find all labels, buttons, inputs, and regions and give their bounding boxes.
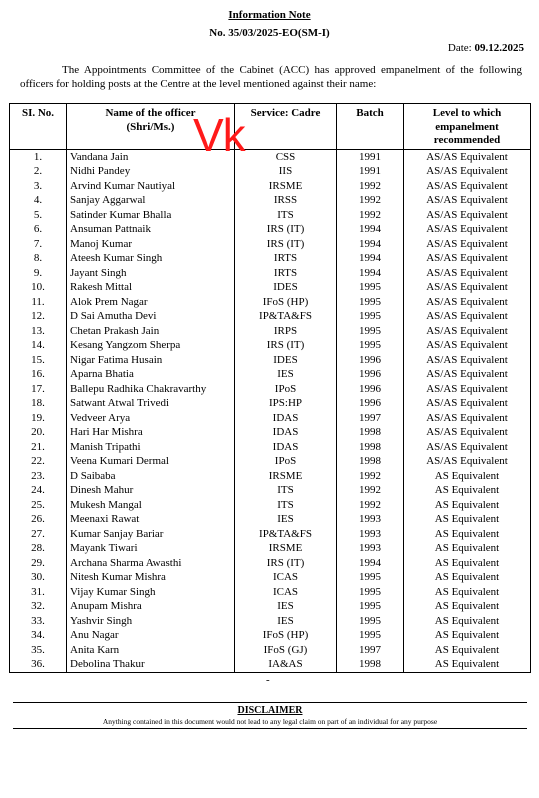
batch-cell: 1998: [337, 440, 404, 455]
level-cell: AS Equivalent: [404, 556, 531, 571]
table-row: [10, 367, 531, 382]
officer-name-cell: D Sai Amutha Devi: [67, 309, 235, 324]
officer-name-cell: Ansuman Pattnaik: [67, 222, 235, 237]
batch-cell: 1995: [337, 309, 404, 324]
intro-paragraph: The Appointments Committee of the Cabinet (ACC) has approved empanelment of the following officers for holding posts at the Centre at the level mentioned against their name:: [20, 64, 522, 90]
level-cell: AS/AS Equivalent: [404, 193, 531, 208]
level-cell: AS/AS Equivalent: [404, 295, 531, 310]
table-row: [10, 643, 531, 658]
officer-rows: [10, 149, 531, 672]
level-cell: AS/AS Equivalent: [404, 411, 531, 426]
batch-cell: 1992: [337, 193, 404, 208]
service-cadre-cell: IDES: [235, 280, 337, 295]
sl-no-cell: 6.: [10, 222, 67, 237]
service-cadre-cell: ITS: [235, 208, 337, 223]
separator-dash: -: [266, 674, 270, 686]
sl-no-cell: 5.: [10, 208, 67, 223]
officer-name-cell: D Saibaba: [67, 469, 235, 484]
table-row: [10, 251, 531, 266]
header-sl-no: SI. No.: [10, 104, 67, 150]
level-cell: AS Equivalent: [404, 643, 531, 658]
officer-name-cell: Satwant Atwal Trivedi: [67, 396, 235, 411]
officer-name-cell: Dinesh Mahur: [67, 483, 235, 498]
sl-no-cell: 22.: [10, 454, 67, 469]
service-cadre-cell: IP&TA&FS: [235, 527, 337, 542]
table-row: [10, 469, 531, 484]
table-row: [10, 309, 531, 324]
batch-cell: 1995: [337, 280, 404, 295]
service-cadre-cell: IES: [235, 367, 337, 382]
batch-cell: 1994: [337, 251, 404, 266]
table-row: [10, 382, 531, 397]
level-cell: AS Equivalent: [404, 541, 531, 556]
batch-cell: 1992: [337, 469, 404, 484]
level-cell: AS/AS Equivalent: [404, 208, 531, 223]
officer-name-cell: Sanjay Aggarwal: [67, 193, 235, 208]
officer-name-cell: Vijay Kumar Singh: [67, 585, 235, 600]
service-cadre-cell: IRS (IT): [235, 556, 337, 571]
table-row: [10, 585, 531, 600]
level-cell: AS Equivalent: [404, 469, 531, 484]
officer-name-cell: Nitesh Kumar Mishra: [67, 570, 235, 585]
table-row: [10, 628, 531, 643]
batch-cell: 1995: [337, 628, 404, 643]
batch-cell: 1993: [337, 527, 404, 542]
service-cadre-cell: IRPS: [235, 324, 337, 339]
handwritten-mark: Vk: [193, 109, 245, 161]
service-cadre-cell: IRSME: [235, 541, 337, 556]
service-cadre-cell: IFoS (HP): [235, 295, 337, 310]
service-cadre-cell: IDAS: [235, 425, 337, 440]
batch-cell: 1995: [337, 324, 404, 339]
table-row: [10, 657, 531, 672]
level-cell: AS/AS Equivalent: [404, 367, 531, 382]
table-row: [10, 295, 531, 310]
service-cadre-cell: CSS: [235, 149, 337, 164]
officers-table: [9, 103, 531, 673]
batch-cell: 1995: [337, 295, 404, 310]
level-cell: AS Equivalent: [404, 527, 531, 542]
sl-no-cell: 25.: [10, 498, 67, 513]
table-row: [10, 527, 531, 542]
officer-name-cell: Manish Tripathi: [67, 440, 235, 455]
officer-name-cell: Satinder Kumar Bhalla: [67, 208, 235, 223]
batch-cell: 1995: [337, 570, 404, 585]
sl-no-cell: 2.: [10, 164, 67, 179]
batch-cell: 1991: [337, 149, 404, 164]
officer-name-cell: Meenaxi Rawat: [67, 512, 235, 527]
officer-name-cell: Yashvir Singh: [67, 614, 235, 629]
service-cadre-cell: IP&TA&FS: [235, 309, 337, 324]
sl-no-cell: 14.: [10, 338, 67, 353]
officer-name-cell: Vedveer Arya: [67, 411, 235, 426]
table-row: [10, 599, 531, 614]
date-value: 09.12.2025: [474, 42, 524, 54]
level-cell: AS Equivalent: [404, 657, 531, 672]
sl-no-cell: 16.: [10, 367, 67, 382]
batch-cell: 1996: [337, 382, 404, 397]
sl-no-cell: 15.: [10, 353, 67, 368]
batch-cell: 1993: [337, 541, 404, 556]
table-row: [10, 353, 531, 368]
table-row: [10, 614, 531, 629]
batch-cell: 1997: [337, 643, 404, 658]
officer-name-cell: Chetan Prakash Jain: [67, 324, 235, 339]
service-cadre-cell: ITS: [235, 483, 337, 498]
level-cell: AS/AS Equivalent: [404, 280, 531, 295]
service-cadre-cell: ITS: [235, 498, 337, 513]
sl-no-cell: 26.: [10, 512, 67, 527]
level-cell: AS Equivalent: [404, 570, 531, 585]
level-cell: AS/AS Equivalent: [404, 324, 531, 339]
sl-no-cell: 17.: [10, 382, 67, 397]
date-label: Date:: [447, 42, 472, 54]
officer-name-cell: Ballepu Radhika Chakravarthy: [67, 382, 235, 397]
officer-name-cell: Arvind Kumar Nautiyal: [67, 179, 235, 194]
sl-no-cell: 23.: [10, 469, 67, 484]
officer-name-cell: Archana Sharma Awasthi: [67, 556, 235, 571]
sl-no-cell: 8.: [10, 251, 67, 266]
service-cadre-cell: IRTS: [235, 251, 337, 266]
level-cell: AS/AS Equivalent: [404, 309, 531, 324]
service-cadre-cell: IRS (IT): [235, 222, 337, 237]
service-cadre-cell: IES: [235, 599, 337, 614]
level-cell: AS Equivalent: [404, 599, 531, 614]
table-row: [10, 425, 531, 440]
level-cell: AS Equivalent: [404, 585, 531, 600]
batch-cell: 1996: [337, 367, 404, 382]
disclaimer-title: DISCLAIMER: [237, 705, 303, 716]
level-cell: AS Equivalent: [404, 512, 531, 527]
service-cadre-cell: IRSME: [235, 179, 337, 194]
service-cadre-cell: IRSME: [235, 469, 337, 484]
batch-cell: 1991: [337, 164, 404, 179]
table-row: [10, 280, 531, 295]
service-cadre-cell: IPoS: [235, 382, 337, 397]
table-row: [10, 498, 531, 513]
service-cadre-cell: IES: [235, 614, 337, 629]
batch-cell: 1994: [337, 237, 404, 252]
sl-no-cell: 34.: [10, 628, 67, 643]
batch-cell: 1994: [337, 222, 404, 237]
batch-cell: 1998: [337, 657, 404, 672]
batch-cell: 1992: [337, 208, 404, 223]
table-row: [10, 164, 531, 179]
table-row: [10, 541, 531, 556]
sl-no-cell: 28.: [10, 541, 67, 556]
sl-no-cell: 4.: [10, 193, 67, 208]
batch-cell: 1996: [337, 353, 404, 368]
sl-no-cell: 20.: [10, 425, 67, 440]
officer-name-cell: Hari Har Mishra: [67, 425, 235, 440]
officer-name-cell: Veena Kumari Dermal: [67, 454, 235, 469]
level-cell: AS/AS Equivalent: [404, 454, 531, 469]
batch-cell: 1998: [337, 425, 404, 440]
service-cadre-cell: IPoS: [235, 454, 337, 469]
sl-no-cell: 13.: [10, 324, 67, 339]
table-row: [10, 208, 531, 223]
officer-name-cell: Kumar Sanjay Bariar: [67, 527, 235, 542]
table-header-row: [10, 104, 531, 150]
service-cadre-cell: IA&AS: [235, 657, 337, 672]
officer-name-cell: Manoj Kumar: [67, 237, 235, 252]
header-officer-name: Name of the officer (Shri/Ms.): [67, 104, 235, 150]
service-cadre-cell: IIS: [235, 164, 337, 179]
sl-no-cell: 30.: [10, 570, 67, 585]
officer-name-cell: Kesang Yangzom Sherpa: [67, 338, 235, 353]
service-cadre-cell: IES: [235, 512, 337, 527]
service-cadre-cell: IRSS: [235, 193, 337, 208]
batch-cell: 1998: [337, 454, 404, 469]
header-service-cadre: Service: Cadre: [235, 104, 337, 150]
level-cell: AS Equivalent: [404, 628, 531, 643]
service-cadre-cell: IDES: [235, 353, 337, 368]
service-cadre-cell: ICAS: [235, 570, 337, 585]
level-cell: AS/AS Equivalent: [404, 425, 531, 440]
sl-no-cell: 31.: [10, 585, 67, 600]
table-row: [10, 570, 531, 585]
table-row: [10, 149, 531, 164]
officer-name-cell: Jayant Singh: [67, 266, 235, 281]
officer-name-cell: Rakesh Mittal: [67, 280, 235, 295]
document-date: [448, 42, 524, 54]
sl-no-cell: 32.: [10, 599, 67, 614]
level-cell: AS/AS Equivalent: [404, 353, 531, 368]
level-cell: AS Equivalent: [404, 483, 531, 498]
table-row: [10, 396, 531, 411]
header-batch: Batch: [337, 104, 404, 150]
level-cell: AS/AS Equivalent: [404, 266, 531, 281]
sl-no-cell: 10.: [10, 280, 67, 295]
sl-no-cell: 33.: [10, 614, 67, 629]
disclaimer-text: Anything contained in this document would not lead to any legal claim on part of an individual for any purpose: [102, 717, 438, 726]
table-row: [10, 483, 531, 498]
officer-name-cell: Vandana Jain: [67, 149, 235, 164]
sl-no-cell: 7.: [10, 237, 67, 252]
service-cadre-cell: IDAS: [235, 440, 337, 455]
officer-name-cell: Nidhi Pandey: [67, 164, 235, 179]
service-cadre-cell: IPS:HP: [235, 396, 337, 411]
service-cadre-cell: IRS (IT): [235, 237, 337, 252]
batch-cell: 1992: [337, 498, 404, 513]
service-cadre-cell: IFoS (HP): [235, 628, 337, 643]
sl-no-cell: 21.: [10, 440, 67, 455]
sl-no-cell: 27.: [10, 527, 67, 542]
level-cell: AS/AS Equivalent: [404, 440, 531, 455]
document-title: Information Note: [228, 9, 311, 21]
disclaimer-box: [13, 702, 527, 729]
batch-cell: 1994: [337, 266, 404, 281]
level-cell: AS Equivalent: [404, 498, 531, 513]
table-row: [10, 512, 531, 527]
sl-no-cell: 1.: [10, 149, 67, 164]
table-row: [10, 237, 531, 252]
header-level: Level to which empanelment recommended: [404, 104, 531, 150]
level-cell: AS/AS Equivalent: [404, 164, 531, 179]
batch-cell: 1997: [337, 411, 404, 426]
sl-no-cell: 11.: [10, 295, 67, 310]
service-cadre-cell: IRTS: [235, 266, 337, 281]
officer-name-cell: Debolina Thakur: [67, 657, 235, 672]
officer-name-cell: Anu Nagar: [67, 628, 235, 643]
officer-name-cell: Alok Prem Nagar: [67, 295, 235, 310]
level-cell: AS/AS Equivalent: [404, 251, 531, 266]
reference-number: No. 35/03/2025-EO(SM-I): [209, 27, 330, 39]
table-row: [10, 411, 531, 426]
table-row: [10, 454, 531, 469]
officer-name-cell: Nigar Fatima Husain: [67, 353, 235, 368]
sl-no-cell: 18.: [10, 396, 67, 411]
sl-no-cell: 35.: [10, 643, 67, 658]
level-cell: AS/AS Equivalent: [404, 237, 531, 252]
table-row: [10, 193, 531, 208]
sl-no-cell: 29.: [10, 556, 67, 571]
batch-cell: 1995: [337, 338, 404, 353]
sl-no-cell: 3.: [10, 179, 67, 194]
officer-name-cell: Anita Karn: [67, 643, 235, 658]
service-cadre-cell: IRS (IT): [235, 338, 337, 353]
officer-name-cell: Mukesh Mangal: [67, 498, 235, 513]
level-cell: AS/AS Equivalent: [404, 382, 531, 397]
level-cell: AS Equivalent: [404, 614, 531, 629]
level-cell: AS/AS Equivalent: [404, 222, 531, 237]
service-cadre-cell: IFoS (GJ): [235, 643, 337, 658]
table-row: [10, 338, 531, 353]
table-row: [10, 266, 531, 281]
level-cell: AS/AS Equivalent: [404, 149, 531, 164]
table-row: [10, 556, 531, 571]
level-cell: AS/AS Equivalent: [404, 179, 531, 194]
sl-no-cell: 19.: [10, 411, 67, 426]
batch-cell: 1992: [337, 483, 404, 498]
officer-name-cell: Aparna Bhatia: [67, 367, 235, 382]
batch-cell: 1995: [337, 585, 404, 600]
table-row: [10, 222, 531, 237]
table-row: [10, 179, 531, 194]
officer-name-cell: Anupam Mishra: [67, 599, 235, 614]
sl-no-cell: 24.: [10, 483, 67, 498]
level-cell: AS/AS Equivalent: [404, 396, 531, 411]
service-cadre-cell: IDAS: [235, 411, 337, 426]
batch-cell: 1994: [337, 556, 404, 571]
level-cell: AS/AS Equivalent: [404, 338, 531, 353]
table-row: [10, 324, 531, 339]
batch-cell: 1995: [337, 599, 404, 614]
table-row: [10, 440, 531, 455]
sl-no-cell: 12.: [10, 309, 67, 324]
batch-cell: 1996: [337, 396, 404, 411]
batch-cell: 1995: [337, 614, 404, 629]
sl-no-cell: 9.: [10, 266, 67, 281]
sl-no-cell: 36.: [10, 657, 67, 672]
batch-cell: 1992: [337, 179, 404, 194]
officer-name-cell: Mayank Tiwari: [67, 541, 235, 556]
service-cadre-cell: ICAS: [235, 585, 337, 600]
officer-name-cell: Ateesh Kumar Singh: [67, 251, 235, 266]
batch-cell: 1993: [337, 512, 404, 527]
